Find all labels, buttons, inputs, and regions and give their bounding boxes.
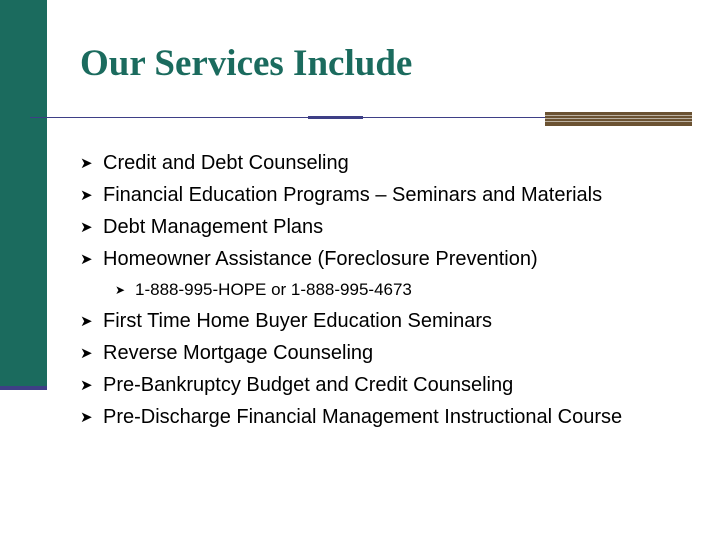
list-item-text: Financial Education Programs – Seminars and Materials [103,184,603,206]
list-item-text: Pre-Bankruptcy Budget and Credit Counseling [103,374,514,396]
list-item [78,405,663,430]
list-item [78,373,718,398]
arrowhead-bullet-icon: ➤ [80,187,93,204]
side-accent-line [0,386,47,390]
title-divider [30,117,545,118]
list-item-text: Reverse Mortgage Counseling [103,342,374,364]
list-item-text: First Time Home Buyer Education Seminars [103,310,493,332]
arrowhead-bullet-icon: ➤ [80,377,93,394]
title-divider-accent [308,116,363,119]
list-item [78,309,718,334]
list-item-text: Credit and Debt Counseling [103,152,349,174]
arrowhead-bullet-icon: ➤ [80,155,93,172]
list-item [78,341,718,366]
slide-title: Our Services Include [80,43,413,84]
sub-list-item [78,279,718,301]
side-accent-bar [0,0,47,390]
arrowhead-bullet-icon: ➤ [115,283,126,297]
list-item [78,151,718,176]
services-list [78,151,718,437]
arrowhead-bullet-icon: ➤ [80,345,93,362]
arrowhead-bullet-icon: ➤ [80,251,93,268]
list-item-text: Pre-Discharge Financial Management Instructional Course [103,406,623,428]
arrowhead-bullet-icon: ➤ [80,219,93,236]
title-divider-block [545,112,692,126]
arrowhead-bullet-icon: ➤ [80,313,93,330]
list-item-text: Homeowner Assistance (Foreclosure Prevention) [103,248,538,270]
list-item-text: Debt Management Plans [103,216,324,238]
arrowhead-bullet-icon: ➤ [80,409,93,426]
hotline-number: 1-888-995-HOPE or 1-888-995-4673 [135,280,412,299]
list-item [78,183,718,208]
list-item [78,247,718,272]
list-item [78,215,718,240]
